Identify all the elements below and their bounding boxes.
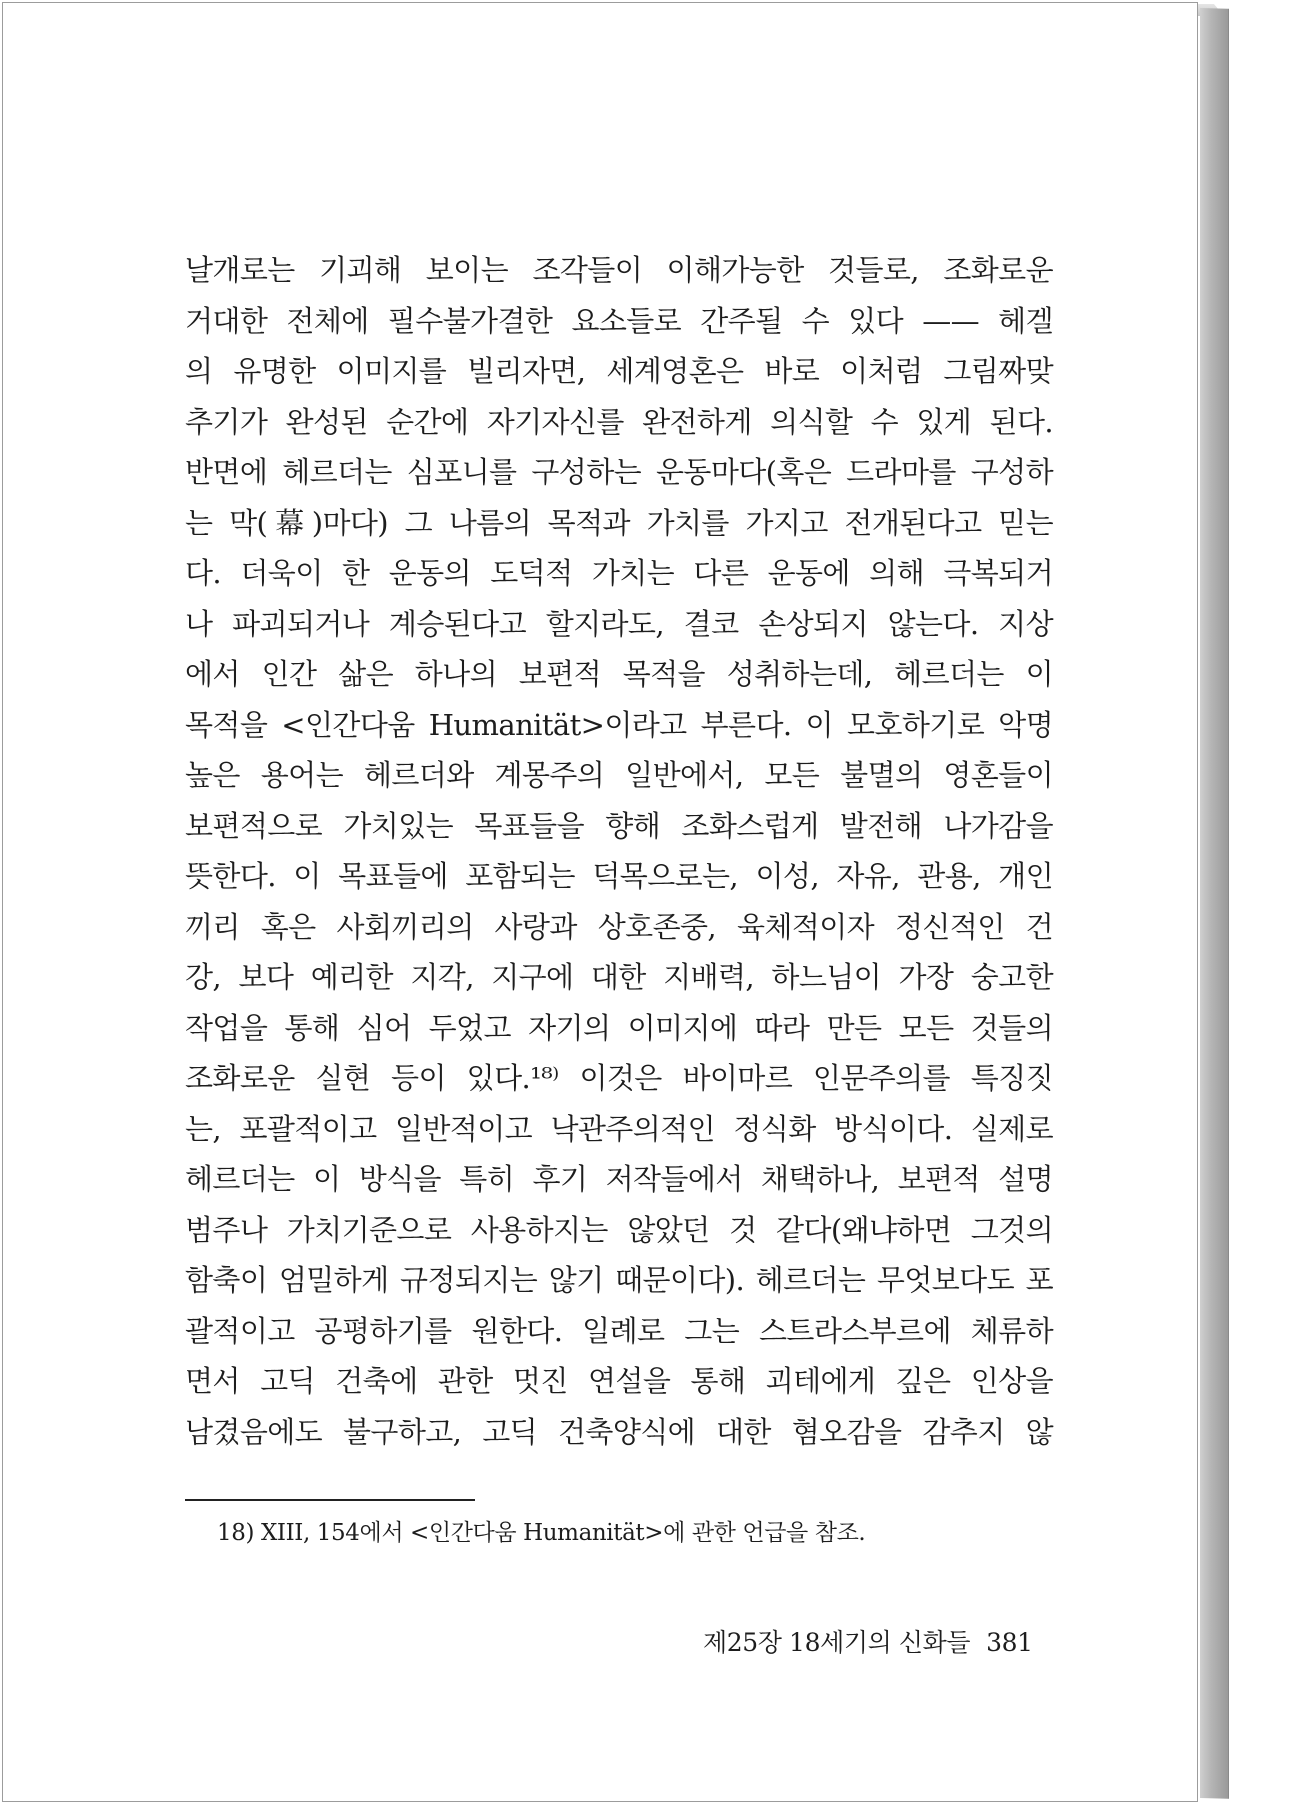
- body-line: 헤르더는 이 방식을 특히 후기 저작들에서 채택하나, 보편적 설명: [185, 1162, 1053, 1196]
- body-line: 조화로운 실현 등이 있다.¹⁸⁾ 이것은 바이마르 인문주의를 특징짓: [185, 1061, 1053, 1095]
- body-line: 반면에 헤르더는 심포니를 구성하는 운동마다(혹은 드라마를 구성하: [185, 455, 1053, 489]
- book-page: [2, 2, 1198, 1802]
- footnote-text: 18) XIII, 154에서 <인간다움 Humanität>에 관한 언급을 참조.: [217, 1520, 866, 1546]
- body-line: 범주나 가치기준으로 사용하지는 않았던 것 같다(왜냐하면 그것의: [185, 1212, 1053, 1247]
- body-line: 는, 포괄적이고 일반적이고 낙관주의적인 정식화 방식이다. 실제로: [185, 1111, 1053, 1146]
- body-line: 높은 용어는 헤르더와 계몽주의 일반에서, 모든 불멸의 영혼들이: [185, 758, 1053, 792]
- body-line: 작업을 통해 심어 두었고 자기의 이미지에 따라 만든 모든 것들의: [185, 1010, 1053, 1045]
- body-line: 나 파괴되거나 계승된다고 할지라도, 결코 손상되지 않는다. 지상: [185, 606, 1053, 641]
- body-line: 추기가 완성된 순간에 자기자신를 완전하게 의식할 수 있게 된다.: [185, 404, 1053, 439]
- body-line: 면서 고딕 건축에 관한 멋진 연설을 통해 괴테에게 깊은 인상을: [185, 1364, 1053, 1398]
- book-edge-shadow: [1200, 8, 1229, 1799]
- footnote-divider: [185, 1499, 475, 1501]
- page-number: 381: [986, 1628, 1033, 1657]
- body-line: 보편적으로 가치있는 목표들을 향해 조화스럽게 발전해 나가감을: [185, 808, 1053, 843]
- body-line: 끼리 혹은 사회끼리의 사랑과 상호존중, 육체적이자 정신적인 건: [185, 909, 1053, 944]
- body-line: 강, 보다 예리한 지각, 지구에 대한 지배력, 하느님이 가장 숭고한: [185, 960, 1053, 994]
- body-line: 날개로는 기괴해 보이는 조각들이 이해가능한 것들로, 조화로운: [185, 253, 1053, 287]
- body-line: 의 유명한 이미지를 빌리자면, 세계영혼은 바로 이처럼 그림짜맞: [185, 354, 1053, 388]
- body-line: 다. 더욱이 한 운동의 도덕적 가치는 다른 운동에 의해 극복되거: [185, 556, 1053, 590]
- body-text: [185, 245, 1053, 1457]
- body-line: 뜻한다. 이 목표들에 포함되는 덕목으로는, 이성, 자유, 관용, 개인: [185, 859, 1053, 893]
- body-line: 괄적이고 공평하기를 원한다. 일례로 그는 스트라스부르에 체류하: [185, 1313, 1053, 1348]
- body-line: 목적을 <인간다움 Humanität>이라고 부른다. 이 모호하기로 악명: [185, 707, 1053, 742]
- body-line: 에서 인간 삶은 하나의 보편적 목적을 성취하는데, 헤르더는 이: [185, 657, 1053, 691]
- chapter-title: 제25장 18세기의 신화들: [703, 1628, 971, 1657]
- body-line: 거대한 전체에 필수불가결한 요소들로 간주될 수 있다 —— 헤겔: [185, 303, 1053, 338]
- body-line: 함축이 엄밀하게 규정되지는 않기 때문이다). 헤르더는 무엇보다도 포: [185, 1263, 1053, 1297]
- body-line: 남겼음에도 불구하고, 고딕 건축양식에 대한 혐오감을 감추지 않: [185, 1414, 1053, 1449]
- running-footer: [703, 1623, 1033, 1663]
- body-line: 는 막(幕)마다) 그 나름의 목적과 가치를 가지고 전개된다고 믿는: [185, 505, 1053, 540]
